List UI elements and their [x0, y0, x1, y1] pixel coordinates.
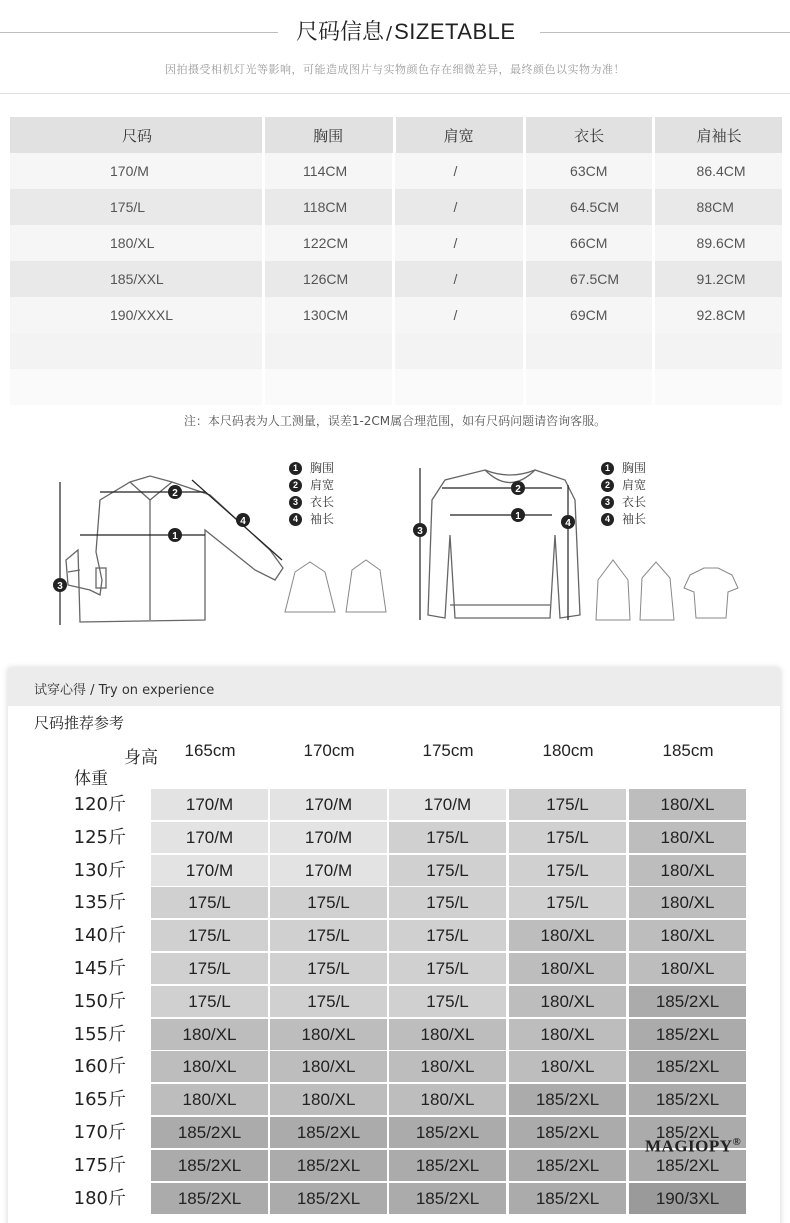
- height-column-header: 180cm: [542, 741, 594, 760]
- empty-cell: [655, 333, 782, 369]
- recommended-size-cell: 180/XL: [270, 1019, 387, 1050]
- height-column-header: 185cm: [662, 741, 714, 760]
- title-rule-right: [540, 32, 790, 33]
- recommended-size-cell: 170/M: [389, 789, 506, 820]
- legend-number: 3: [601, 496, 614, 509]
- recommended-size-cell: 180/XL: [151, 1051, 268, 1082]
- recommended-size-cell: 180/XL: [151, 1084, 268, 1115]
- legend-number: 2: [601, 479, 614, 492]
- size-table-header-cell: 胸围: [265, 117, 392, 153]
- recommended-size-cell: 180/XL: [629, 953, 746, 984]
- height-column-header: 165cm: [184, 741, 236, 760]
- recommended-size-cell: 175/L: [509, 887, 626, 918]
- size-table-header-row: [10, 117, 782, 153]
- height-axis-label: 身高: [124, 748, 158, 768]
- sweater-drawing: [428, 470, 580, 618]
- jacket-thumbnails: [285, 560, 386, 612]
- legend-item: [601, 494, 646, 511]
- recommended-size-cell: 185/2XL: [629, 1084, 746, 1115]
- recommended-size-cell: 175/L: [509, 822, 626, 853]
- measurement-note: 注：本尺码表为人工测量，误差1-2CM属合理范围，如有尺码问题请咨询客服。: [183, 414, 607, 428]
- length-cell: 67.5CM: [526, 261, 651, 297]
- measurement-diagram: [0, 440, 790, 640]
- recommended-size-cell: 185/2XL: [389, 1150, 506, 1181]
- recommended-size-cell: 185/2XL: [389, 1117, 506, 1148]
- weight-row-label: 165斤: [73, 1089, 126, 1110]
- registered-mark: ®: [732, 1136, 742, 1148]
- shoulder-cell: /: [395, 153, 523, 189]
- recommended-size-cell: 175/L: [389, 855, 506, 886]
- recommended-size-cell: 175/L: [389, 887, 506, 918]
- try-on-panel: [8, 668, 780, 1223]
- legend-label: 衣长: [310, 495, 335, 509]
- weight-row-label: 160斤: [73, 1056, 126, 1077]
- length-cell: 66CM: [526, 225, 651, 261]
- recommended-size-cell: 175/L: [151, 953, 268, 984]
- legend-label: 衣长: [622, 495, 647, 509]
- size-table-header-cell: 肩宽: [396, 117, 523, 153]
- empty-cell: [526, 333, 651, 369]
- size-cell: 175/L: [10, 189, 262, 225]
- svg-text:4: 4: [565, 518, 571, 529]
- recommended-size-cell: 175/L: [509, 789, 626, 820]
- recommended-size-cell: 185/2XL: [509, 1117, 626, 1148]
- length-cell: 64.5CM: [526, 189, 651, 225]
- size-table-header-cell: 衣长: [526, 117, 652, 153]
- try-on-title: 试穿心得 / Try on experience: [34, 683, 215, 698]
- recommended-size-cell: 175/L: [151, 887, 268, 918]
- chest-cell: 114CM: [265, 153, 392, 189]
- recommended-size-cell: 175/L: [509, 855, 626, 886]
- length-cell: 69CM: [526, 297, 651, 333]
- shoulder-cell: /: [395, 297, 523, 333]
- recommended-size-cell: 170/M: [270, 789, 387, 820]
- recommended-size-cell: 185/2XL: [270, 1117, 387, 1148]
- size-table-empty-row: [10, 369, 782, 405]
- sleeve-cell: 91.2CM: [655, 261, 782, 297]
- recommended-size-cell: 170/M: [151, 822, 268, 853]
- legend-item: [289, 460, 334, 477]
- recommended-size-cell: 180/XL: [389, 1084, 506, 1115]
- weight-row-label: 125斤: [73, 827, 126, 848]
- sweater-measure-lines: [420, 468, 568, 620]
- size-table: [10, 117, 782, 405]
- size-cell: 180/XL: [10, 225, 262, 261]
- title-rule-left: [0, 32, 278, 33]
- recommended-size-cell: 180/XL: [151, 1019, 268, 1050]
- recommended-size-cell: 180/XL: [270, 1084, 387, 1115]
- shirt-measure-lines: [60, 480, 282, 625]
- recommendation-title: 尺码推荐参考: [34, 714, 125, 732]
- size-cell: 170/M: [10, 153, 262, 189]
- svg-text:2: 2: [172, 488, 178, 499]
- legend-number: 1: [289, 462, 302, 475]
- recommended-size-cell: 185/2XL: [509, 1183, 626, 1214]
- recommended-size-cell: 180/XL: [629, 855, 746, 886]
- recommended-size-cell: 175/L: [270, 986, 387, 1017]
- recommended-size-cell: 180/XL: [509, 920, 626, 951]
- recommended-size-cell: 180/XL: [389, 1051, 506, 1082]
- svg-text:3: 3: [57, 581, 63, 592]
- page-header: [0, 0, 790, 95]
- svg-text:4: 4: [240, 516, 246, 527]
- recommended-size-cell: 180/XL: [629, 822, 746, 853]
- recommended-size-cell: 185/2XL: [270, 1183, 387, 1214]
- shoulder-cell: /: [395, 225, 523, 261]
- legend-item: [289, 477, 334, 494]
- legend-number: 2: [289, 479, 302, 492]
- shirt-legend: [289, 460, 334, 528]
- weight-row-label: 140斤: [73, 925, 126, 946]
- recommended-size-cell: 175/L: [270, 953, 387, 984]
- brand-name: MAGIOPY: [645, 1136, 733, 1156]
- shoulder-cell: /: [395, 189, 523, 225]
- legend-label: 袖长: [622, 512, 647, 526]
- size-cell: 190/XXXL: [10, 297, 262, 333]
- legend-item: [601, 511, 646, 528]
- recommended-size-cell: 180/XL: [270, 1051, 387, 1082]
- size-table-header-cell: 尺码: [10, 117, 262, 153]
- recommended-size-cell: 185/2XL: [270, 1150, 387, 1181]
- recommended-size-cell: 175/L: [151, 920, 268, 951]
- recommended-size-cell: 180/XL: [389, 1019, 506, 1050]
- sleeve-cell: 89.6CM: [655, 225, 782, 261]
- weight-row-label: 120斤: [73, 794, 126, 815]
- recommended-size-cell: 190/3XL: [629, 1183, 746, 1214]
- length-cell: 63CM: [526, 153, 651, 189]
- title-separator: /: [386, 23, 393, 44]
- recommended-size-cell: 180/XL: [629, 920, 746, 951]
- shirt-markers: [53, 485, 250, 592]
- recommended-size-cell: 185/2XL: [629, 1019, 746, 1050]
- sweater-markers: [413, 481, 575, 537]
- shoulder-cell: /: [395, 261, 523, 297]
- weight-row-label: 135斤: [73, 892, 126, 913]
- weight-row-label: 145斤: [73, 958, 126, 979]
- recommended-size-cell: 185/2XL: [389, 1183, 506, 1214]
- recommended-size-cell: 170/M: [270, 855, 387, 886]
- legend-label: 肩宽: [310, 478, 335, 492]
- recommended-size-cell: 180/XL: [509, 986, 626, 1017]
- legend-item: [601, 477, 646, 494]
- recommended-size-cell: 175/L: [151, 986, 268, 1017]
- recommended-size-cell: 185/2XL: [629, 986, 746, 1017]
- header-divider: [0, 93, 790, 94]
- legend-label: 肩宽: [622, 478, 647, 492]
- recommended-size-cell: 175/L: [389, 986, 506, 1017]
- size-table-row: [10, 153, 782, 189]
- title-en: SIZETABLE: [394, 19, 516, 44]
- weight-row-label: 150斤: [73, 991, 126, 1012]
- empty-cell: [655, 369, 782, 405]
- size-table-row: [10, 189, 782, 225]
- brand-watermark: [645, 1136, 741, 1157]
- size-cell: 185/XXL: [10, 261, 262, 297]
- empty-cell: [10, 333, 262, 369]
- legend-number: 1: [601, 462, 614, 475]
- recommended-size-cell: 185/2XL: [629, 1150, 746, 1181]
- recommended-size-cell: 175/L: [389, 953, 506, 984]
- recommended-size-cell: 185/2XL: [151, 1117, 268, 1148]
- empty-cell: [526, 369, 651, 405]
- recommended-size-cell: 175/L: [389, 822, 506, 853]
- size-table-empty-row: [10, 333, 782, 369]
- sweater-legend: [601, 460, 646, 528]
- recommended-size-cell: 185/2XL: [509, 1150, 626, 1181]
- empty-cell: [10, 369, 262, 405]
- chest-cell: 122CM: [265, 225, 392, 261]
- recommended-size-cell: 185/2XL: [629, 1051, 746, 1082]
- weight-row-label: 180斤: [73, 1188, 126, 1209]
- title-cn: 尺码信息: [296, 20, 385, 45]
- recommended-size-cell: 180/XL: [629, 887, 746, 918]
- chest-cell: 130CM: [265, 297, 392, 333]
- size-table-row: [10, 225, 782, 261]
- recommended-size-cell: 170/M: [151, 855, 268, 886]
- legend-item: [289, 494, 334, 511]
- legend-label: 胸围: [310, 461, 335, 475]
- legend-item: [601, 460, 646, 477]
- size-table-row: [10, 297, 782, 333]
- chest-cell: 118CM: [265, 189, 392, 225]
- recommended-size-cell: 185/2XL: [629, 1117, 746, 1148]
- color-disclaimer: 因拍摄受相机灯光等影响，可能造成图片与实物颜色存在细微差异，最终颜色以实物为准！: [165, 63, 625, 76]
- recommended-size-cell: 180/XL: [629, 789, 746, 820]
- page-title: [296, 15, 516, 46]
- legend-number: 4: [601, 513, 614, 526]
- garment-illustrations: [0, 440, 790, 640]
- recommended-size-cell: 185/2XL: [151, 1150, 268, 1181]
- sleeve-cell: 88CM: [655, 189, 782, 225]
- height-column-header: 170cm: [303, 741, 355, 760]
- recommended-size-cell: 170/M: [270, 822, 387, 853]
- weight-row-label: 170斤: [73, 1122, 126, 1143]
- svg-text:2: 2: [515, 484, 521, 495]
- svg-text:3: 3: [417, 526, 423, 537]
- recommended-size-cell: 170/M: [151, 789, 268, 820]
- legend-item: [289, 511, 334, 528]
- weight-row-label: 175斤: [73, 1155, 126, 1176]
- legend-label: 胸围: [622, 461, 647, 475]
- legend-number: 4: [289, 513, 302, 526]
- height-column-header: 175cm: [422, 741, 474, 760]
- empty-cell: [395, 333, 523, 369]
- weight-row-label: 130斤: [73, 860, 126, 881]
- recommended-size-cell: 175/L: [389, 920, 506, 951]
- weight-axis-label: 体重: [74, 769, 108, 789]
- sleeve-cell: 86.4CM: [655, 153, 782, 189]
- recommended-size-cell: 175/L: [270, 887, 387, 918]
- recommended-size-cell: 180/XL: [509, 953, 626, 984]
- recommended-size-cell: 180/XL: [509, 1019, 626, 1050]
- recommended-size-cell: 185/2XL: [151, 1183, 268, 1214]
- chest-cell: 126CM: [265, 261, 392, 297]
- empty-cell: [265, 333, 392, 369]
- recommended-size-cell: 180/XL: [509, 1051, 626, 1082]
- sleeve-cell: 92.8CM: [655, 297, 782, 333]
- empty-cell: [265, 369, 392, 405]
- weight-row-label: 155斤: [73, 1024, 126, 1045]
- svg-text:1: 1: [172, 531, 178, 542]
- legend-label: 袖长: [310, 512, 335, 526]
- apparel-thumbnails: [596, 560, 738, 620]
- svg-text:1: 1: [515, 511, 521, 522]
- size-table-row: [10, 261, 782, 297]
- empty-cell: [395, 369, 523, 405]
- size-table-header-cell: 肩袖长: [655, 117, 782, 153]
- legend-number: 3: [289, 496, 302, 509]
- recommended-size-cell: 175/L: [270, 920, 387, 951]
- recommended-size-cell: 185/2XL: [509, 1084, 626, 1115]
